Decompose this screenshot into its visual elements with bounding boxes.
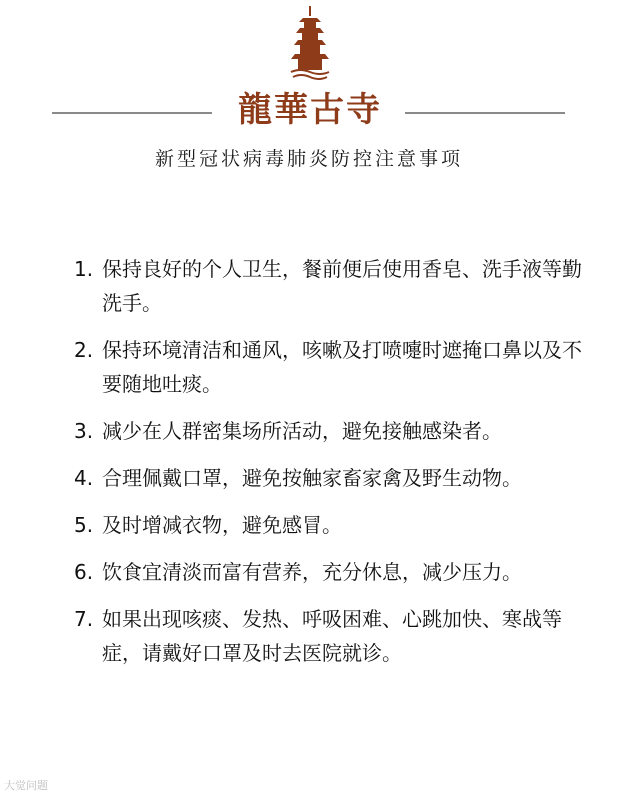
item-text: 如果出现咳痰、发热、呼吸困难、心跳加快、寒战等症，请戴好口罩及时去医院就诊。 (102, 607, 562, 665)
watermark: 大觉问题 (4, 779, 48, 792)
page-subtitle: 新型冠状病毒肺炎防控注意事项 (154, 148, 463, 170)
item-text: 合理佩戴口罩，避免按触家畜家禽及野生动物。 (102, 466, 522, 490)
notice-item (74, 555, 584, 589)
item-text: 饮食宜清淡而富有营养，充分休息，减少压力。 (102, 560, 522, 584)
notice-item (74, 252, 584, 320)
notice-item (74, 333, 584, 401)
notice-item (74, 508, 584, 542)
right-divider (405, 112, 565, 114)
notice-list (74, 252, 584, 683)
item-number: 4. (74, 466, 94, 490)
item-number: 5. (74, 513, 94, 537)
item-number: 7. (74, 607, 94, 631)
notice-item (74, 461, 584, 495)
item-text: 减少在人群密集场所活动，避免接触感染者。 (102, 419, 502, 443)
item-number: 6. (74, 560, 94, 584)
title-row (0, 90, 618, 130)
item-number: 2. (74, 338, 94, 362)
notice-item (74, 602, 584, 670)
left-divider (52, 112, 212, 114)
notice-item (74, 414, 584, 448)
temple-name: 龍華古寺 (238, 90, 382, 130)
item-text: 保持环境清洁和通风，咳嗽及打喷嚏时遮掩口鼻以及不要随地吐痰。 (102, 338, 582, 396)
item-text: 及时增减衣物，避免感冒。 (102, 513, 342, 537)
item-number: 1. (74, 257, 94, 281)
pagoda-logo-icon (289, 6, 331, 80)
item-number: 3. (74, 419, 94, 443)
item-text: 保持良好的个人卫生，餐前便后使用香皂、洗手液等勤洗手。 (102, 257, 582, 315)
